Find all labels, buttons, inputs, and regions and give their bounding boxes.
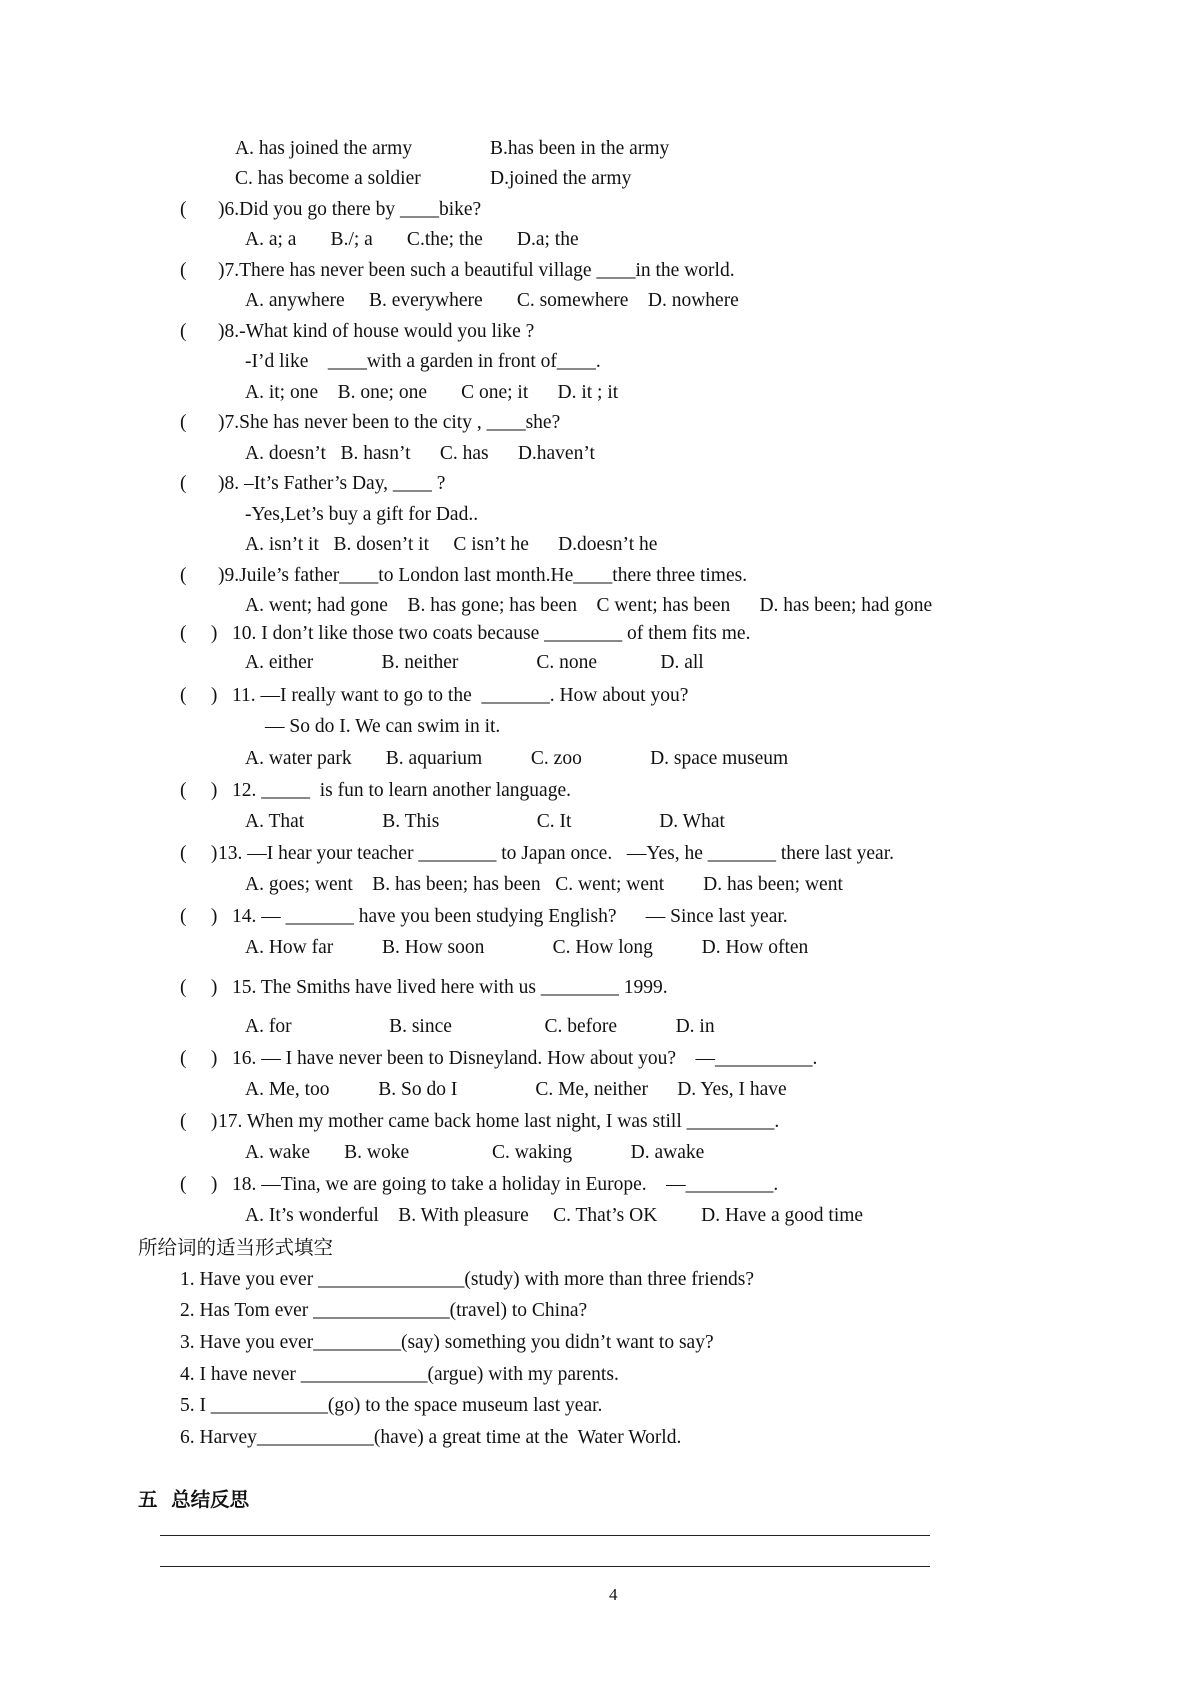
question-text: )8. –It’s Father’s Day, ____ ? bbox=[218, 473, 446, 494]
question-options: A. water park B. aquarium C. zoo D. space museum bbox=[245, 748, 789, 769]
answer-paren: ( bbox=[180, 565, 187, 586]
answer-paren: ( ) bbox=[180, 1048, 218, 1069]
answer-paren: ( bbox=[180, 412, 187, 433]
question-options: A. doesn’t B. hasn’t C. has D.haven’t bbox=[245, 443, 595, 464]
question-text: )8.-What kind of house would you like ? bbox=[218, 321, 535, 342]
question-subline: -I’d like ____with a garden in front of____. bbox=[245, 351, 601, 372]
fill-in-item: 1. Have you ever _______________(study) with more than three friends? bbox=[180, 1269, 755, 1290]
question-text: 10. I don’t like those two coats because ________ of them fits me. bbox=[232, 623, 751, 644]
fill-in-item: 2. Has Tom ever ______________(travel) to China? bbox=[180, 1300, 588, 1321]
question-options: A. wake B. woke C. waking D. awake bbox=[245, 1142, 705, 1163]
question-options: A. isn’t it B. dosen’t it C isn’t he D.doesn’t he bbox=[245, 534, 658, 555]
answer-paren: ( bbox=[180, 321, 187, 342]
question-text: 16. — I have never been to Disneyland. How about you? —__________. bbox=[232, 1048, 818, 1069]
question-text: 14. — _______ have you been studying English? — Since last year. bbox=[232, 906, 788, 927]
question-text: 12. _____ is fun to learn another language. bbox=[232, 780, 571, 801]
question-text: )6.Did you go there by ____bike? bbox=[218, 199, 482, 220]
question-options: A. It’s wonderful B. With pleasure C. That’s OK D. Have a good time bbox=[245, 1205, 864, 1226]
question-options: A. goes; went B. has been; has been C. went; went D. has been; went bbox=[245, 874, 843, 895]
question-options: A. for B. since C. before D. in bbox=[245, 1016, 715, 1037]
fill-in-item: 5. I ____________(go) to the space museum last year. bbox=[180, 1395, 603, 1416]
option-line: C. has become a soldier bbox=[235, 168, 421, 189]
question-options: A. Me, too B. So do I C. Me, neither D. Yes, I have bbox=[245, 1079, 787, 1100]
answer-paren: ( ) bbox=[180, 843, 218, 864]
answer-paren: ( ) bbox=[180, 1111, 218, 1132]
question-options: A. went; had gone B. has gone; has been C went; has been D. has been; had gone bbox=[245, 595, 933, 616]
answer-paren: ( bbox=[180, 473, 187, 494]
page-number: 4 bbox=[609, 1585, 618, 1604]
answer-paren: ( ) bbox=[180, 906, 218, 927]
question-text: )7.There has never been such a beautiful village ____in the world. bbox=[218, 260, 735, 281]
question-options: A. a; a B./; a C.the; the D.a; the bbox=[245, 229, 579, 250]
fill-in-item: 3. Have you ever_________(say) something you didn’t want to say? bbox=[180, 1332, 714, 1353]
answer-paren: ( bbox=[180, 260, 187, 281]
answer-paren: ( ) bbox=[180, 1174, 218, 1195]
option-line: B.has been in the army bbox=[490, 138, 670, 159]
option-line: D.joined the army bbox=[490, 168, 632, 189]
section-heading: 五 总结反思 bbox=[138, 1488, 250, 1511]
question-text: 13. —I hear your teacher ________ to Japan once. —Yes, he _______ there last year. bbox=[218, 843, 895, 864]
answer-paren: ( ) bbox=[180, 623, 218, 644]
question-options: A. That B. This C. It D. What bbox=[245, 811, 725, 832]
option-line: A. has joined the army bbox=[235, 138, 413, 159]
answer-paren: ( ) bbox=[180, 977, 218, 998]
question-options: A. anywhere B. everywhere C. somewhere D. nowhere bbox=[245, 290, 739, 311]
question-options: A. How far B. How soon C. How long D. How often bbox=[245, 937, 809, 958]
question-text: 17. When my mother came back home last night, I was still _________. bbox=[218, 1111, 780, 1132]
question-text: )7.She has never been to the city , ____she? bbox=[218, 412, 561, 433]
question-subline: — So do I. We can swim in it. bbox=[265, 716, 501, 737]
question-text: 15. The Smiths have lived here with us ________ 1999. bbox=[232, 977, 668, 998]
answer-paren: ( ) bbox=[180, 685, 218, 706]
question-subline: -Yes,Let’s buy a gift for Dad.. bbox=[245, 504, 479, 525]
question-options: A. either B. neither C. none D. all bbox=[245, 652, 704, 673]
fill-in-item: 4. I have never _____________(argue) with my parents. bbox=[180, 1364, 619, 1385]
question-text: 18. —Tina, we are going to take a holiday in Europe. —_________. bbox=[232, 1174, 779, 1195]
answer-line bbox=[160, 1566, 930, 1567]
answer-paren: ( bbox=[180, 199, 187, 220]
question-options: A. it; one B. one; one C one; it D. it ; it bbox=[245, 382, 619, 403]
fill-in-item: 6. Harvey____________(have) a great time at the Water World. bbox=[180, 1427, 682, 1448]
answer-line bbox=[160, 1535, 930, 1536]
question-text: )9.Juile’s father____to London last month.He____there three times. bbox=[218, 565, 748, 586]
section-heading: 所给词的适当形式填空 bbox=[138, 1236, 334, 1259]
answer-paren: ( ) bbox=[180, 780, 218, 801]
question-text: 11. —I really want to go to the _______. How about you? bbox=[232, 685, 689, 706]
